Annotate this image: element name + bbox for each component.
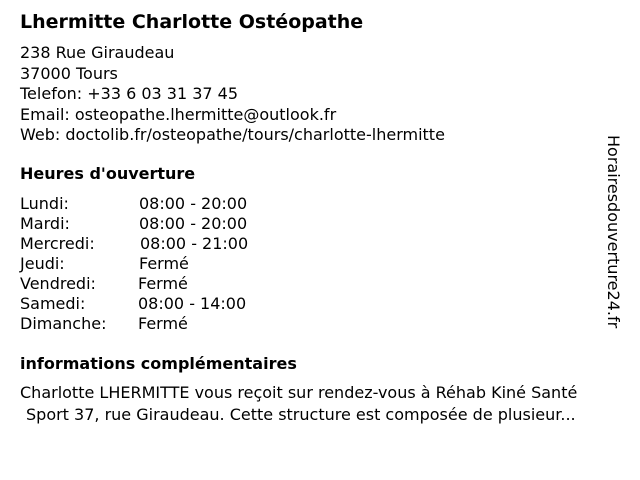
page-title: Lhermitte Charlotte Ostéopathe xyxy=(20,11,364,33)
site-watermark: Horairesdouverture24.fr xyxy=(604,135,623,329)
day-label: Mardi: xyxy=(20,214,70,233)
hours-value: 08:00 - 14:00 xyxy=(138,294,247,313)
day-label: Dimanche: xyxy=(20,314,107,333)
day-label: Mercredi: xyxy=(20,234,95,253)
hours-value: Fermé xyxy=(138,274,188,293)
hours-value: 08:00 - 20:00 xyxy=(139,194,248,213)
phone-line: Telefon: +33 6 03 31 37 45 xyxy=(20,84,239,103)
email-line: Email: osteopathe.lhermitte@outlook.fr xyxy=(20,104,337,124)
hours-value: 08:00 - 21:00 xyxy=(140,234,249,253)
hours-heading: Heures d'ouverture xyxy=(20,164,196,183)
web-line: Web: doctolib.fr/osteopathe/tours/charlotte-lhermitte xyxy=(20,125,445,144)
description-line: Charlotte LHERMITTE vous reçoit sur rendez-vous à Réhab Kiné Santé xyxy=(20,383,578,402)
day-label: Jeudi: xyxy=(20,254,65,273)
description-line: Sport 37, rue Giraudeau. Cette structure est composée de plusieur... xyxy=(26,405,576,424)
hours-value: Fermé xyxy=(139,254,189,273)
day-label: Vendredi: xyxy=(20,274,96,293)
hours-value: Fermé xyxy=(138,314,188,333)
day-label: Lundi: xyxy=(20,194,69,213)
day-label: Samedi: xyxy=(20,294,86,313)
contact-block xyxy=(20,43,445,146)
info-heading: informations complémentaires xyxy=(20,354,297,373)
description-text xyxy=(20,382,640,426)
address-city: 37000 Tours xyxy=(20,63,118,83)
address-street: 238 Rue Giraudeau xyxy=(20,43,175,62)
hours-value: 08:00 - 20:00 xyxy=(139,214,248,233)
